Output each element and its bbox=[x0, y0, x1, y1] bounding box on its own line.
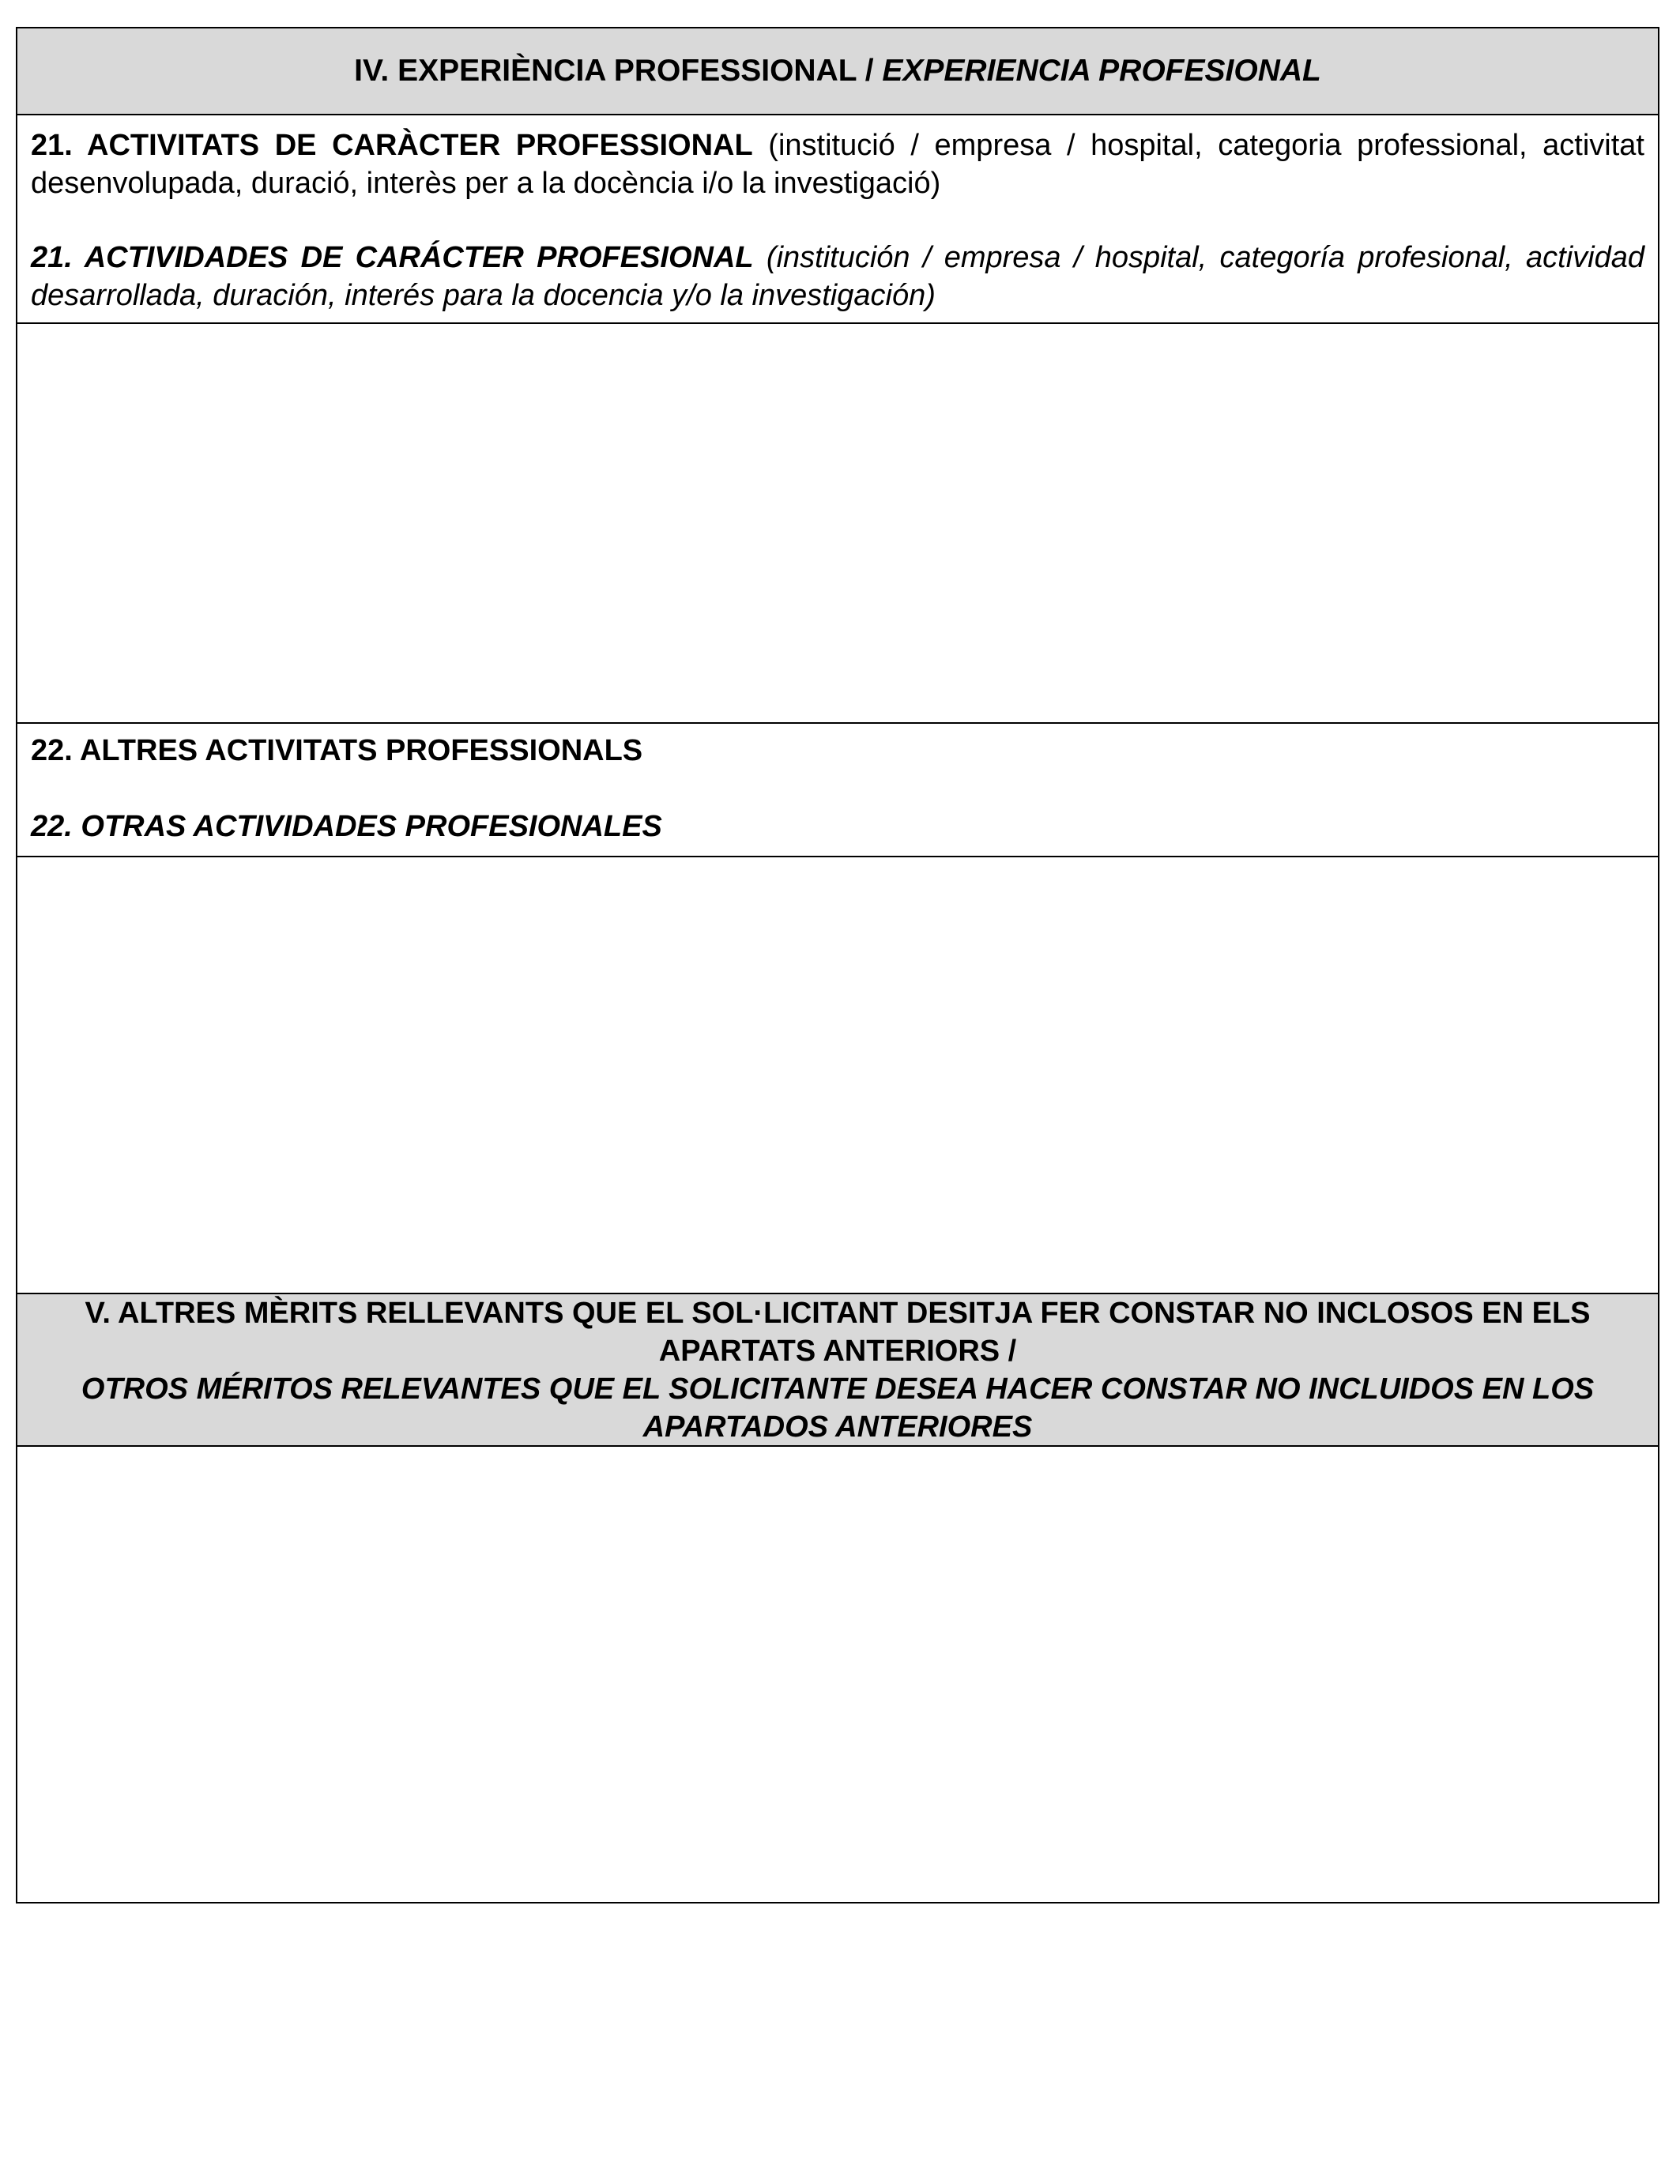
question-21-es-heading: 21. ACTIVIDADES DE CARÁCTER PROFESIONAL bbox=[31, 241, 754, 274]
section-v-answer-field[interactable] bbox=[17, 1447, 1658, 1902]
question-21-es-detail: (institución / empresa / hospital, categoría profesional, actividad desarrollada, duración, interés para la docencia y/o la investigación) bbox=[31, 241, 1644, 312]
section-iv-title-ca: IV. EXPERIÈNCIA PROFESSIONAL / bbox=[354, 54, 874, 88]
question-22-answer-field[interactable] bbox=[17, 857, 1658, 1294]
section-v-header bbox=[17, 1294, 1658, 1447]
question-21-ca-detail: (institució / empresa / hospital, categoria professional, activitat desenvolupada, duració, interès per a la docència i/o la investigació) bbox=[31, 129, 1644, 200]
question-21-ca-heading: 21. ACTIVITATS DE CARÀCTER PROFESSIONAL bbox=[31, 129, 753, 162]
section-v-title-ca: V. ALTRES MÈRITS RELLEVANTS QUE EL SOL·LICITANT DESITJA FER CONSTAR NO INCLOSOS EN ELS APARTATS ANTERIORS / bbox=[85, 1297, 1591, 1368]
question-22-ca-heading: 22. ALTRES ACTIVITATS PROFESSIONALS bbox=[31, 734, 643, 767]
section-iv-title-es: EXPERIENCIA PROFESIONAL bbox=[882, 54, 1321, 88]
section-v-title-es: OTROS MÉRITOS RELEVANTES QUE EL SOLICITANTE DESEA HACER CONSTAR NO INCLUIDOS EN LOS APARTADOS ANTERIORES bbox=[81, 1373, 1595, 1444]
question-22-es-heading: 22. OTRAS ACTIVIDADES PROFESIONALES bbox=[31, 810, 662, 843]
question-21-label bbox=[17, 115, 1658, 324]
section-iv-header bbox=[17, 28, 1658, 115]
question-21-ca bbox=[31, 126, 1644, 202]
question-21-answer-field[interactable] bbox=[17, 324, 1658, 724]
question-21-es bbox=[31, 239, 1644, 314]
cv-form-table bbox=[16, 27, 1659, 1903]
question-22-label bbox=[17, 724, 1658, 857]
